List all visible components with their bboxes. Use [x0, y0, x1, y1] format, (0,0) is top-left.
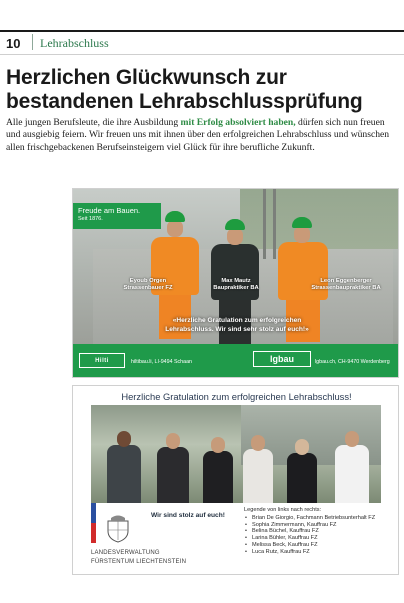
flag-bar — [91, 503, 96, 543]
person-head — [117, 431, 131, 447]
worker-role: Strassenbaupraktiker BA — [311, 285, 381, 291]
worker-role: Baupraktiker BA — [213, 285, 259, 291]
worker-head — [227, 228, 243, 245]
lgbau-address: lgbau.ch, CH-9470 Werdenberg — [315, 359, 390, 365]
org-name: LANDESVERWALTUNG — [91, 550, 160, 556]
hilti-logo: Hilti — [79, 353, 125, 368]
worker-role: Strassenbauer FZ — [123, 285, 173, 291]
photo-beam-2 — [273, 189, 276, 259]
group-photo — [91, 405, 381, 503]
ad2-title: Herzliche Gratulation zum erfolgreichen Lehrabschluss! — [121, 391, 352, 402]
lead-text-1: Alle jungen Berufsleute, die ihre Ausbildung — [6, 117, 181, 128]
header-separator — [32, 34, 33, 50]
photo-legend — [244, 507, 394, 556]
ad2-slogan: Wir sind stolz auf euch! — [151, 512, 225, 519]
lead-paragraph — [6, 117, 398, 154]
headline: Herzlichen Glückwunsch zur bestandenen Lehrabschlussprüfung — [6, 66, 363, 113]
list-item: • Melissa Beck, Kauffrau FZ — [244, 542, 394, 549]
lgbau-logo: lgbau — [253, 351, 311, 367]
helmet-icon — [292, 217, 312, 228]
since: Seit 1876. — [78, 216, 103, 222]
page-number: 10 — [6, 36, 21, 51]
lead-text-2: dürfen sich nun freuen und ausgiebig feiern. Wir freuen uns mit ihnen über den erfolgreichen Lehrabschluss und wünschen allen frischgebackenen Berufseinsteigern viel Glück für ihre berufliche Zukunft. — [6, 117, 390, 153]
flag-blue — [91, 503, 96, 523]
org-subtitle: FÜRSTENTUM LIECHTENSTEIN — [91, 559, 187, 565]
list-item: • Luca Rutz, Kauffrau FZ — [244, 549, 394, 556]
top-rule — [0, 30, 404, 32]
photo-beam — [263, 189, 266, 259]
ad-photo — [73, 189, 399, 344]
list-item: • Belina Büchel, Kauffrau FZ — [244, 528, 394, 535]
person-body — [203, 451, 233, 503]
person-body — [243, 449, 273, 503]
worker-name: Eyoub Orgen — [129, 278, 167, 284]
person-head — [345, 431, 359, 447]
worker-caption-1 — [117, 278, 179, 292]
legend-list — [244, 515, 394, 556]
header-rule — [0, 54, 404, 55]
person-head — [166, 433, 180, 449]
lead-highlight: mit Erfolg absolviert haben, — [180, 117, 296, 128]
worker-name: Max Mautz — [221, 278, 251, 284]
crest-icon — [103, 513, 133, 543]
legend-header: Legende von links nach rechts: — [244, 507, 322, 513]
person-head — [295, 439, 309, 455]
gratulation-quote — [157, 317, 317, 334]
worker-caption-2 — [206, 278, 266, 292]
person-head — [211, 437, 225, 453]
worker-caption-3 — [309, 278, 383, 292]
worker-name: Leon Eggenberger — [320, 278, 372, 284]
person-body — [335, 445, 369, 503]
worker-head — [167, 220, 183, 237]
ad-landesverwaltung — [72, 385, 399, 575]
section-label: Lehrabschluss — [40, 36, 109, 50]
list-item: • Brian De Giorgio, Fachmann Betriebsunterhalt FZ — [244, 515, 394, 522]
worker-head — [294, 226, 310, 243]
slogan: Freude am Bauen. — [78, 206, 141, 215]
slogan-box — [73, 203, 161, 229]
flag-red — [91, 523, 96, 543]
gratulation-line-2: Lehrabschluss. Wir sind sehr stolz auf euch!» — [165, 325, 309, 333]
helmet-icon — [165, 211, 185, 222]
person-body — [287, 453, 317, 503]
ad-hilti-lgbau — [72, 188, 399, 378]
ad-footer-band — [73, 344, 399, 378]
person-body — [107, 445, 141, 503]
list-item: • Larina Bühler, Kauffrau FZ — [244, 535, 394, 542]
gratulation-line-1: «Herzliche Gratulation zum erfolgreichen — [172, 317, 302, 324]
person-body — [157, 447, 189, 503]
helmet-icon — [225, 219, 245, 230]
person-head — [251, 435, 265, 451]
hilti-address: hiltibau.li, LI-9494 Schaan — [131, 359, 192, 365]
list-item: • Sophia Zimmermann, Kauffrau FZ — [244, 522, 394, 529]
